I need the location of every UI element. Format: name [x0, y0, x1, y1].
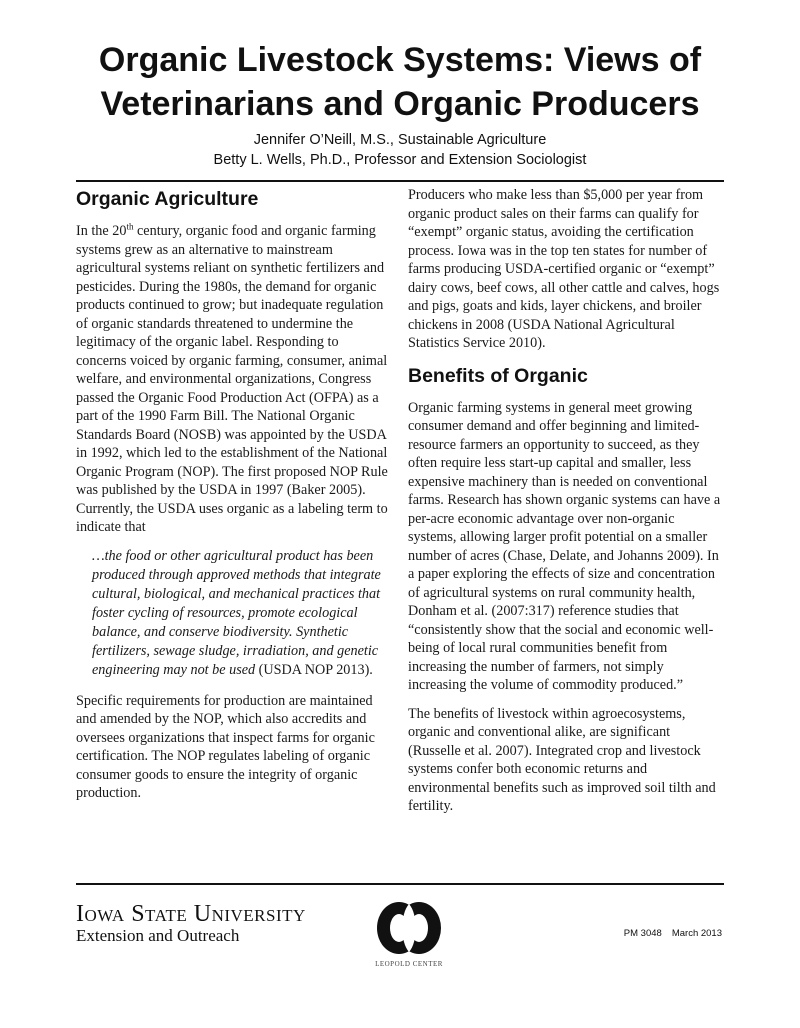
usda-quote	[92, 547, 392, 680]
section-heading-organic-agriculture: Organic Agriculture	[76, 188, 259, 210]
extension-outreach-label: Extension and Outreach	[76, 926, 240, 945]
right-paragraph-1: Producers who make less than $5,000 per year from organic product sales on their farms can qualify for “exempt” organic status, avoiding the certification process. Iowa was in the top ten states for number of farms producing USDA-certified organic or “exempt” dairy cows, beef cows, all other cattle and calves, hogs and pigs, goats and kids, layer chickens, and broiler chickens in 2008 (USDA National Agricultural Statistics Service 2010).	[408, 187, 720, 351]
university-wordmark: Iowa State University	[76, 901, 306, 927]
right-column	[408, 186, 724, 826]
left-paragraph-1: In the 20th century, organic food and organic farming systems grew as an alternative to mainstream agricultural systems reliant on synthetic fertilizers and pesticides. During the 1980s, the demand for organic products continued to grow; but inadequate regulation of organic standards threatened to undermine the legitimacy of the organic label. Responding to concerns voiced by organic farming, consumer, animal welfare, and environmental organizations, Congress passed the Organic Food Production Act (OFPA) as a part of the 1990 Farm Bill. The National Organic Standards Board (NOSB) was appointed by the USDA in 1992, which led to the establishment of the National Organic Program (NOP). The first proposed NOP Rule was published by the USDA in 1997 (Baker 2005). Currently, the USDA uses organic as a labeling term to indicate that	[76, 221, 388, 535]
section-heading-benefits-of-organic: Benefits of Organic	[408, 364, 588, 387]
right-paragraph-3: The benefits of livestock within agroecosystems, organic and conventional alike, are significant (Russelle et al. 2007). Integrated crop and livestock systems confer both economic returns and environmental benefits such as improved soil tilth and fertility.	[408, 705, 716, 814]
bottom-divider	[76, 883, 724, 885]
right-paragraph-2: Organic farming systems in general meet growing consumer demand and offer beginning and limited-resource farmers an opportunity to succeed, as they often require less start-up capital and smaller, less expensive machinery than is needed on conventional farms. Research has shown organic systems can have a per-acre economic advantage over non-organic systems, allowing larger profit potential on a smaller number of acres (Chase, Delate, and Johanns 2009). In a paper exploring the effects of size and concentration of agricultural systems on rural community health, Donham et al. (2007:317) reference studies that “consistently show that the social and economic well-being of local rural communities benefit from increasing the number of farmers, not simply increasing the volume of commodity produced.”	[408, 399, 721, 693]
title-line-1: Organic Livestock Systems: Views of	[98, 41, 702, 79]
author-block	[40, 130, 760, 170]
publication-date: March 2013	[671, 928, 722, 939]
leopold-center-logo-icon	[372, 896, 446, 960]
usda-quote-text: …the food or other agricultural product has been produced through approved methods that integrate cultural, biological, and mechanical practices that foster cycling of resources, promote ecological balance, and conserve biodiversity. Synthetic fertilizers, sewage sludge, irradiation, and genetic engineering may not be used	[92, 547, 381, 678]
top-divider	[76, 180, 724, 182]
page-title	[40, 38, 760, 126]
author-2: Betty L. Wells, Ph.D., Professor and Extension Sociologist	[213, 152, 587, 168]
left-paragraph-2: Specific requirements for production are maintained and amended by the NOP, which also accredits and oversees organizations that inspect farms for organic certification. The NOP regulates labeling of organic consumer goods to ensure the integrity of organic production.	[76, 692, 375, 801]
leopold-center-label: LEOPOLD CENTER	[375, 960, 443, 968]
author-1: Jennifer O’Neill, M.S., Sustainable Agriculture	[253, 132, 547, 148]
publication-info	[624, 928, 722, 939]
usda-quote-citation: (USDA NOP 2013).	[255, 661, 373, 678]
publication-number: PM 3048	[623, 928, 662, 939]
title-line-2: Veterinarians and Organic Producers	[100, 85, 700, 123]
left-column	[76, 186, 392, 813]
footer	[0, 888, 800, 1028]
